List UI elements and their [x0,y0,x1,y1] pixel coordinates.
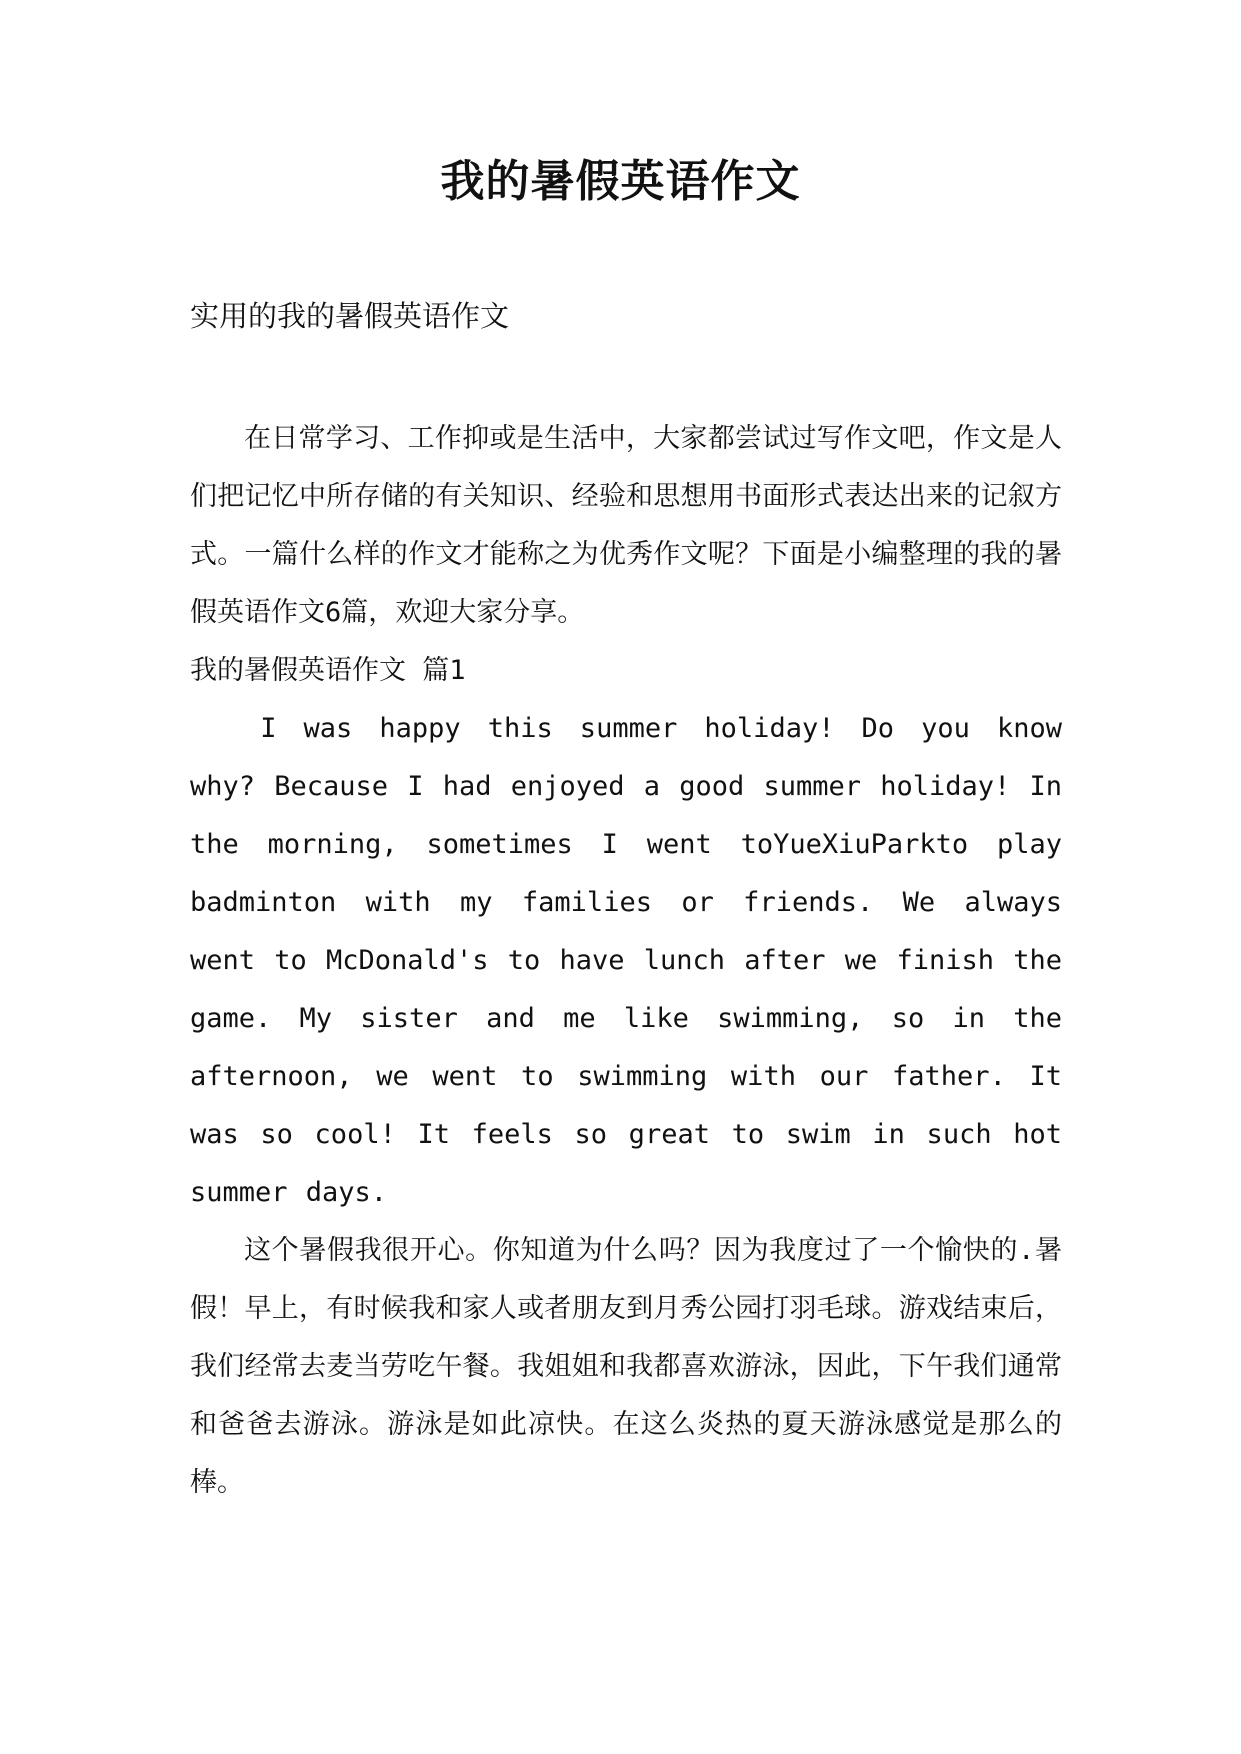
document-title: 我的暑假英语作文 [440,156,801,207]
intro-paragraph: 在日常学习、工作抑或是生活中，大家都尝试过写作文吧，作文是人们把记忆中所存储的有关知识、经验和思想用书面形式表达出来的记叙方式。一篇什么样的作文才能称之为优秀作文呢？下面是小编整理的我的暑假英语作文6篇，欢迎大家分享。 [190,423,1062,628]
english-paragraph: I was happy this summer holiday! Do you know why? Because I had enjoyed a good summer holiday! In the morning, sometimes I went toYueXiuParkto play badminton with my families or friends. We always went to McDonald's to have lunch after we finish the game. My sister and me like swimming, so in the afternoon, we went to swimming with our father. It was so cool! It feels so great to swim in such hot summer days. [190,713,1062,1208]
document-subtitle: 实用的我的暑假英语作文 [190,299,510,333]
chinese-translation-paragraph: 这个暑假我很开心。你知道为什么吗？因为我度过了一个愉快的.暑假！早上，有时候我和家人或者朋友到月秀公园打羽毛球。游戏结束后，我们经常去麦当劳吃午餐。我姐姐和我都喜欢游泳，因此，下午我们通常和爸爸去游泳。游泳是如此凉快。在这么炎热的夏天游泳感觉是那么的棒。 [190,1235,1062,1498]
section-heading: 我的暑假英语作文 篇1 [190,655,466,686]
document-body [190,410,1062,1512]
